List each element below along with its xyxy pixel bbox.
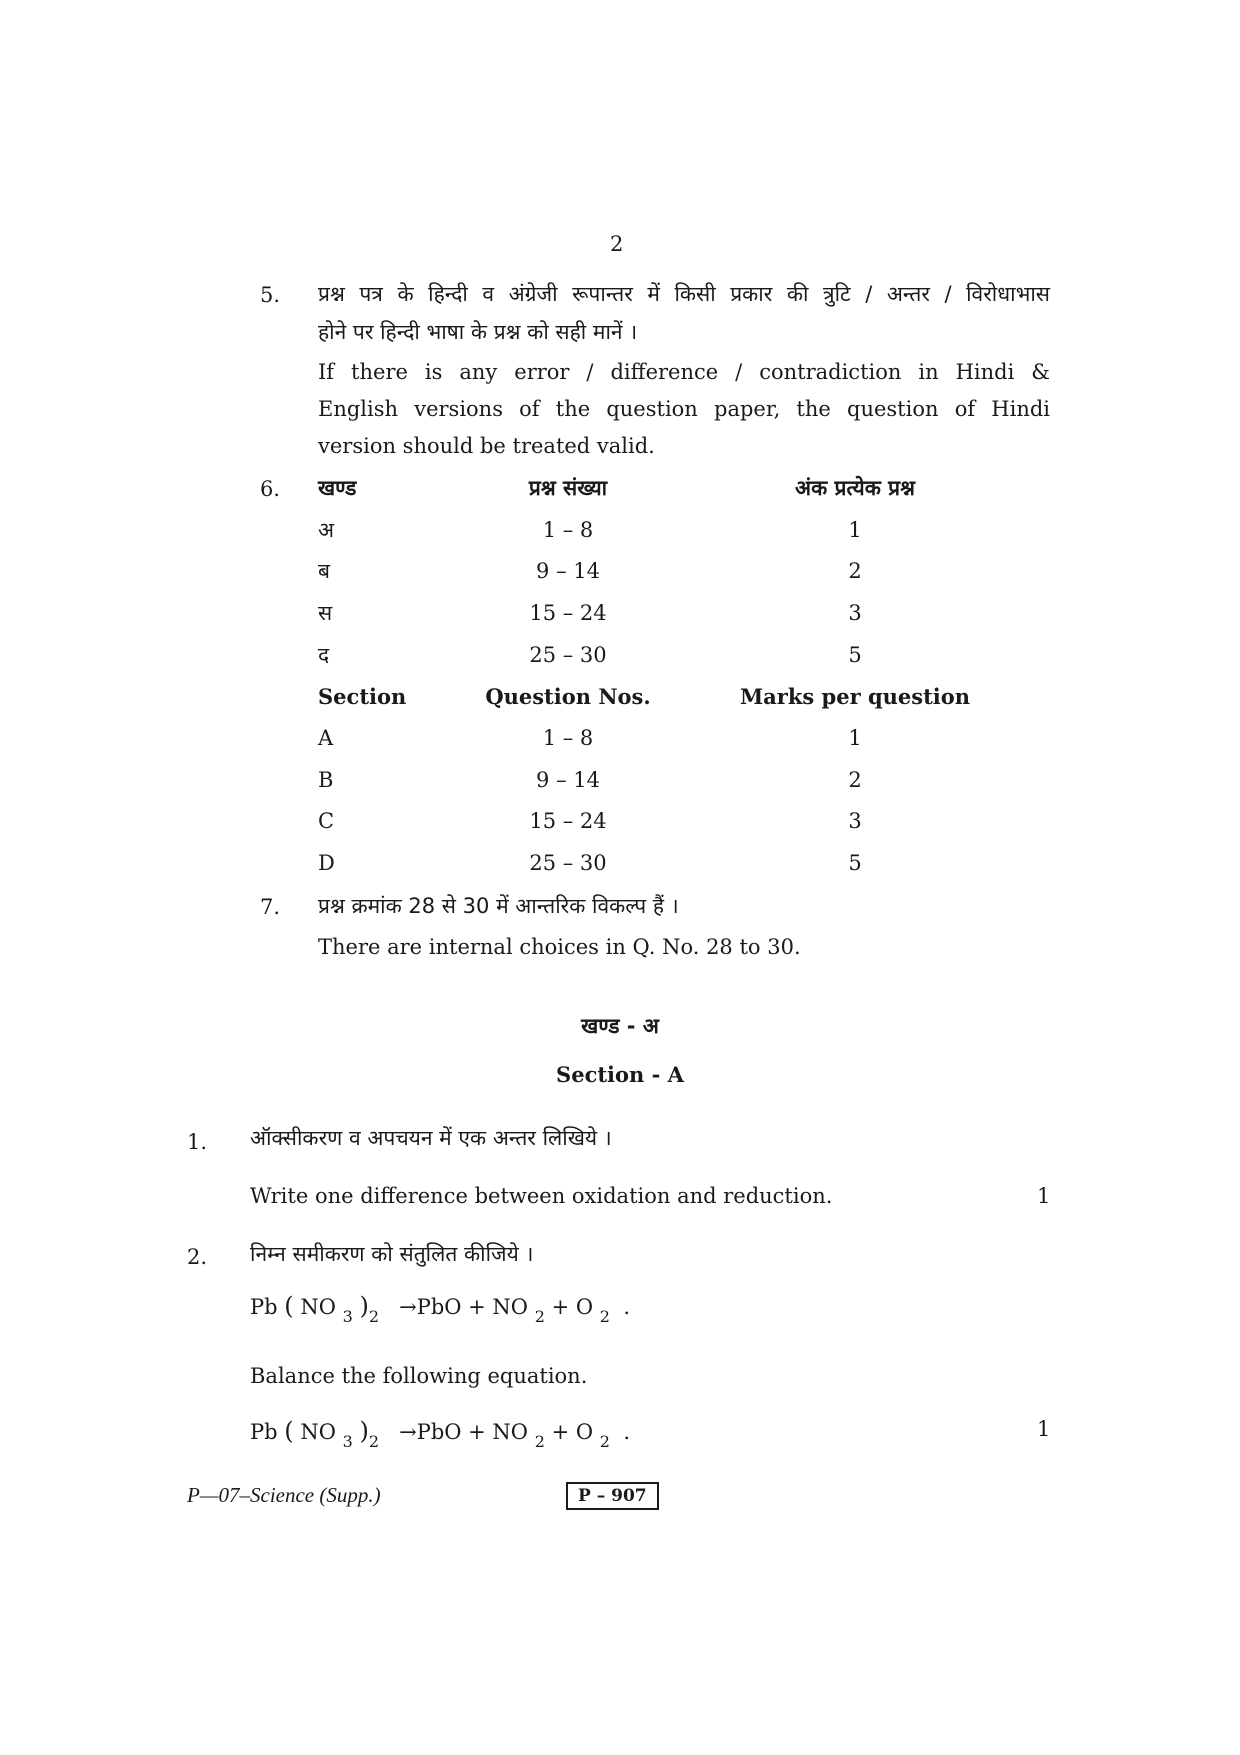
table-cell-marks: 1 (848, 518, 862, 542)
table-cell-range: 9 – 14 (536, 559, 600, 583)
instruction-5-english-line3: version should be treated valid. (318, 434, 655, 458)
table-header-marks-hindi: अंक प्रत्येक प्रश्न (795, 476, 915, 500)
table-cell-range: 25 – 30 (529, 643, 607, 667)
instruction-5-english-line1: If there is any error / difference / contradiction in Hindi & (318, 360, 1050, 384)
table-cell-range: 1 – 8 (542, 726, 594, 750)
table-cell-section: द (318, 643, 330, 667)
chemical-equation: Pb ( NO $_3$ )$_2$ →PbO + NO $_2$ + O $_2$ . (250, 1292, 630, 1326)
table-header-question-nos: Question Nos. (485, 684, 651, 709)
table-cell-marks: 1 (848, 726, 862, 750)
instruction-7-english: There are internal choices in Q. No. 28 to 30. (318, 935, 801, 959)
table-cell-marks: 2 (848, 559, 862, 583)
question-marks: 1 (1037, 1184, 1051, 1208)
question-marks: 1 (1037, 1417, 1051, 1441)
table-cell-section: अ (318, 518, 335, 542)
page-number: 2 (610, 232, 624, 256)
table-header-question-nos-hindi: प्रश्न संख्या (528, 476, 608, 500)
instruction-number: 7. (260, 895, 281, 919)
question-number: 1. (187, 1130, 208, 1154)
table-cell-section: C (318, 809, 335, 833)
table-cell-section: B (318, 768, 334, 792)
chemical-equation: Pb ( NO $_3$ )$_2$ →PbO + NO $_2$ + O $_2$ . (250, 1417, 630, 1451)
table-header-section: Section (318, 684, 407, 709)
table-cell-range: 15 – 24 (529, 809, 607, 833)
instruction-7-hindi: प्रश्न क्रमांक 28 से 30 में आन्तरिक विकल्प हैं । (318, 894, 679, 918)
section-heading-hindi: खण्ड - अ (581, 1014, 659, 1038)
table-cell-section: ब (318, 559, 330, 583)
table-cell-section: D (318, 851, 335, 875)
table-cell-marks: 3 (848, 809, 862, 833)
instruction-number: 6. (260, 477, 281, 501)
question-2-hindi: निम्न समीकरण को संतुलित कीजिये । (250, 1242, 534, 1266)
table-cell-section: A (318, 726, 334, 750)
table-cell-range: 25 – 30 (529, 851, 607, 875)
instruction-5-hindi-line2: होने पर हिन्दी भाषा के प्रश्न को सही मानें । (318, 320, 638, 344)
footer-paper-code: P—07–Science (Supp.) (187, 1483, 381, 1507)
table-cell-marks: 5 (848, 851, 862, 875)
instruction-5-hindi-line1: प्रश्न पत्र के हिन्दी व अंग्रेजी रूपान्तर में किसी प्रकार की त्रुटि / अन्तर / विरोधाभास (318, 282, 1050, 306)
footer-page-code: P – 907 (566, 1482, 659, 1510)
instruction-5-english-line2: English versions of the question paper, the question of Hindi (318, 397, 1050, 421)
table-header-section-hindi: खण्ड (318, 476, 357, 500)
section-heading-english: Section - A (556, 1062, 684, 1087)
instruction-number: 5. (260, 283, 281, 307)
table-cell-marks: 2 (848, 768, 862, 792)
question-2-english: Balance the following equation. (250, 1364, 588, 1388)
table-cell-marks: 3 (848, 601, 862, 625)
table-cell-range: 1 – 8 (542, 518, 594, 542)
table-cell-range: 15 – 24 (529, 601, 607, 625)
question-1-english: Write one difference between oxidation and reduction. (250, 1184, 833, 1208)
question-number: 2. (187, 1245, 208, 1269)
table-header-marks: Marks per question (739, 684, 971, 709)
question-1-hindi: ऑक्सीकरण व अपचयन में एक अन्तर लिखिये । (250, 1126, 612, 1150)
table-cell-range: 9 – 14 (536, 768, 600, 792)
table-cell-section: स (318, 601, 333, 625)
table-cell-marks: 5 (848, 643, 862, 667)
